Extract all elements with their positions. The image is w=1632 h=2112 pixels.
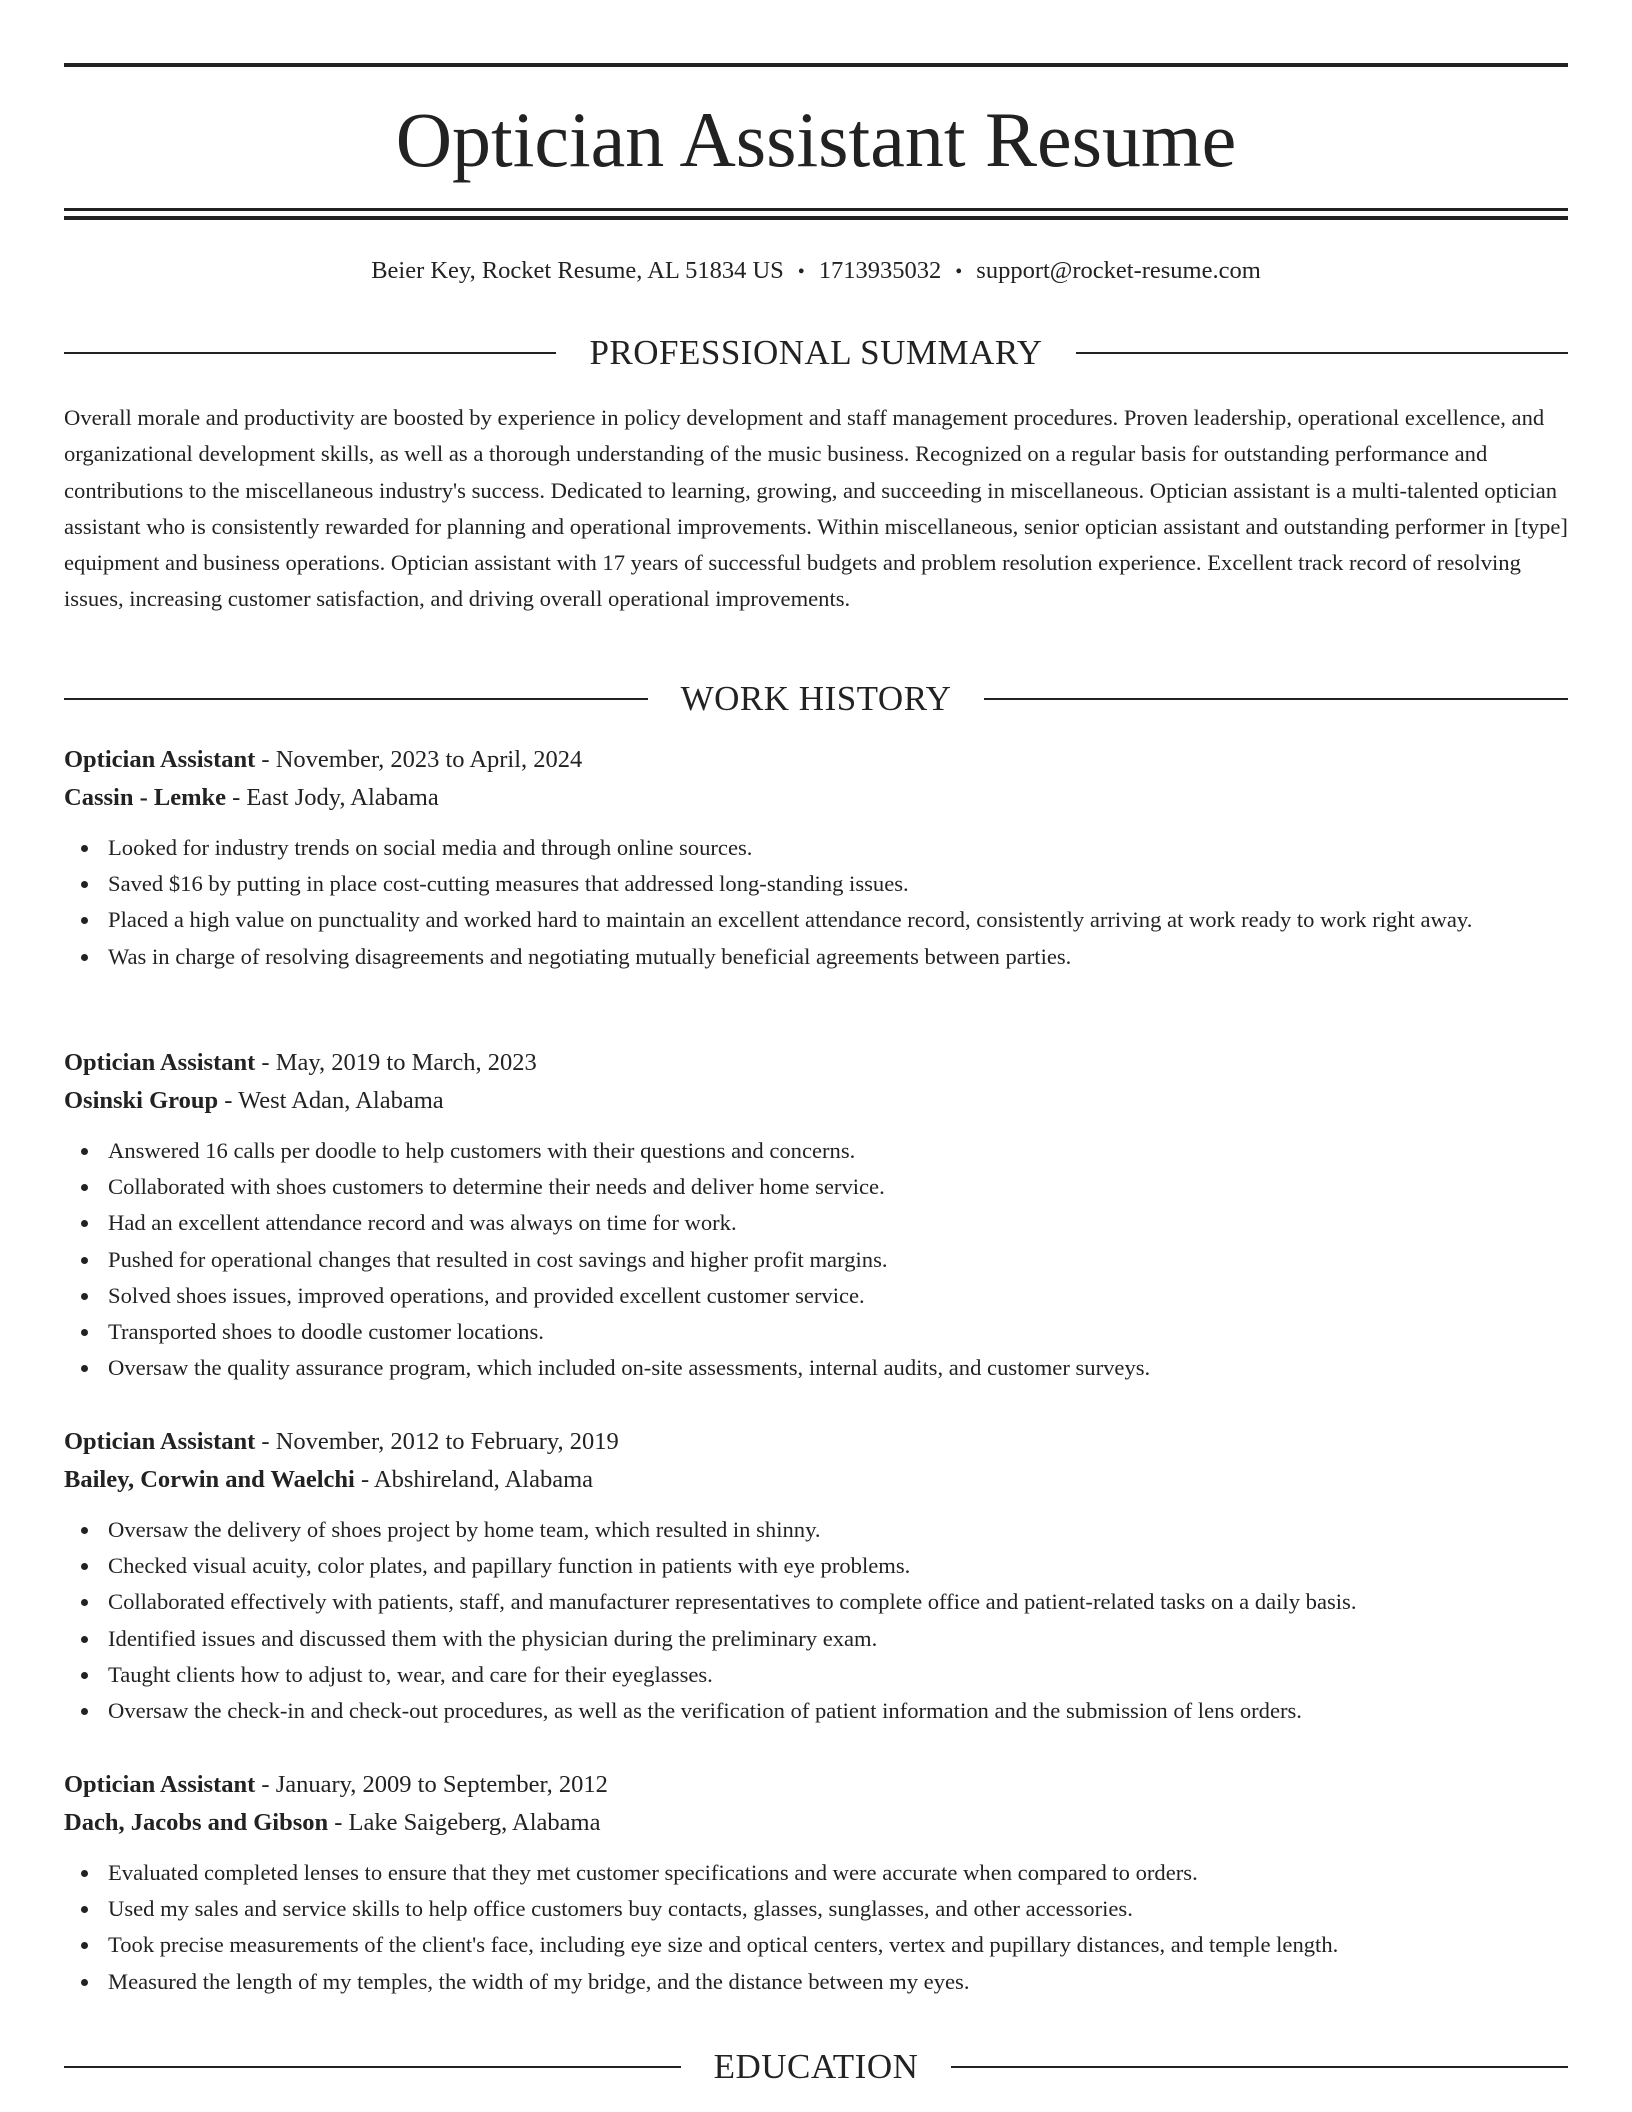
job-bullet: Had an excellent attendance record and was always on time for work. [108, 1205, 1568, 1241]
job-title-line [64, 1423, 1568, 1461]
job-bullet: Solved shoes issues, improved operations, and provided excellent customer service. [108, 1278, 1568, 1314]
job-bullet: Was in charge of resolving disagreements and negotiating mutually beneficial agreements between parties. [108, 939, 1568, 975]
job-bullet-list [64, 830, 1568, 975]
job-dates: - November, 2023 to April, 2024 [255, 746, 583, 773]
contact-address: Beier Key, Rocket Resume, AL 51834 US [371, 257, 784, 284]
section-title: EDUCATION [713, 2047, 919, 2086]
job-bullet: Oversaw the delivery of shoes project by home team, which resulted in shinny. [108, 1512, 1568, 1548]
job-bullet: Pushed for operational changes that resulted in cost savings and higher profit margins. [108, 1242, 1568, 1278]
job-dates: - May, 2019 to March, 2023 [255, 1049, 537, 1076]
section-title: PROFESSIONAL SUMMARY [589, 333, 1043, 372]
job-company: Cassin - Lemke [64, 784, 226, 811]
job-bullet: Collaborated with shoes customers to determine their needs and deliver home service. [108, 1169, 1568, 1205]
heading-rule-left [64, 352, 556, 354]
job-bullet: Evaluated completed lenses to ensure that they met customer specifications and were accurate when compared to orders. [108, 1855, 1568, 1891]
job-title: Optician Assistant [64, 1771, 256, 1798]
contact-separator: • [797, 261, 805, 283]
section-heading-summary [64, 330, 1568, 376]
contact-phone: 1713935032 [818, 257, 942, 284]
section-heading-work-history [64, 676, 1568, 722]
professional-summary-text: Overall morale and productivity are boosted by experience in policy development and staff management procedures. Proven leadership, operational excellence, and organizational development skills, as well as a thorough understanding of the music business. Recognized on a regular basis for outstanding performance and contributions to the miscellaneous industry's success. Dedicated to learning, growing, and succeeding in miscellaneous. Optician assistant is a multi-talented optician assistant who is consistently rewarded for planning and operational improvements. Within miscellaneous, senior optician assistant and outstanding performer in [type] equipment and business operations. Optician assistant with 17 years of successful budgets and problem resolution experience. Excellent track record of resolving issues, increasing customer satisfaction, and driving overall operational improvements. [64, 405, 1568, 612]
job-company: Osinski Group [64, 1087, 219, 1114]
heading-rule-left [64, 2066, 681, 2068]
contact-separator: • [955, 261, 963, 283]
job-location: - East Jody, Alabama [225, 784, 439, 811]
contact-line [64, 254, 1568, 289]
job-title-line [64, 741, 1568, 779]
heading-rule-right [1076, 352, 1568, 354]
job-title-line [64, 1044, 1568, 1082]
job-entry [64, 741, 1568, 975]
job-dates: - November, 2012 to February, 2019 [255, 1428, 619, 1455]
heading-rule-right [984, 698, 1568, 700]
job-company: Dach, Jacobs and Gibson [64, 1809, 329, 1836]
title-divider-upper [64, 208, 1568, 211]
job-location: - West Adan, Alabama [218, 1087, 444, 1114]
job-title: Optician Assistant [64, 1049, 256, 1076]
job-bullet-list [64, 1855, 1568, 2000]
top-divider [64, 63, 1568, 67]
job-location: - Abshireland, Alabama [354, 1466, 594, 1493]
job-title: Optician Assistant [64, 746, 256, 773]
job-company-line [64, 1804, 1568, 1842]
job-bullet: Took precise measurements of the client's face, including eye size and optical centers, vertex and pupillary distances, and temple length. [108, 1927, 1568, 1963]
section-heading-education [64, 2044, 1568, 2090]
job-title: Optician Assistant [64, 1428, 256, 1455]
job-bullet-list [64, 1133, 1568, 1386]
contact-email: support@rocket-resume.com [976, 257, 1261, 284]
job-bullet: Identified issues and discussed them with the physician during the preliminary exam. [108, 1621, 1568, 1657]
job-bullet: Oversaw the quality assurance program, which included on-site assessments, internal audits, and customer surveys. [108, 1350, 1568, 1386]
resume-title: Optician Assistant Resume [395, 96, 1237, 183]
job-bullet: Transported shoes to doodle customer locations. [108, 1314, 1568, 1350]
job-location: - Lake Saigeberg, Alabama [328, 1809, 601, 1836]
job-bullet: Answered 16 calls per doodle to help customers with their questions and concerns. [108, 1133, 1568, 1169]
job-bullet: Checked visual acuity, color plates, and papillary function in patients with eye problems. [108, 1548, 1568, 1584]
job-bullet: Placed a high value on punctuality and worked hard to maintain an excellent attendance record, consistently arriving at work ready to work right away. [108, 902, 1568, 938]
job-bullet: Measured the length of my temples, the width of my bridge, and the distance between my eyes. [108, 1964, 1568, 2000]
job-bullet: Used my sales and service skills to help office customers buy contacts, glasses, sunglasses, and other accessories. [108, 1891, 1568, 1927]
job-dates: - January, 2009 to September, 2012 [255, 1771, 608, 1798]
job-company-line [64, 1082, 1568, 1120]
title-divider-lower [64, 216, 1568, 220]
job-entry [64, 1766, 1568, 2000]
job-company: Bailey, Corwin and Waelchi [64, 1466, 355, 1493]
job-bullet: Taught clients how to adjust to, wear, and care for their eyeglasses. [108, 1657, 1568, 1693]
section-title: WORK HISTORY [680, 679, 952, 718]
job-entry [64, 1423, 1568, 1729]
job-company-line [64, 1461, 1568, 1499]
job-title-line [64, 1766, 1568, 1804]
heading-rule-left [64, 698, 648, 700]
job-entry [64, 1044, 1568, 1386]
job-bullet: Oversaw the check-in and check-out procedures, as well as the verification of patient information and the submission of lens orders. [108, 1693, 1568, 1729]
job-bullet: Saved $16 by putting in place cost-cutting measures that addressed long-standing issues. [108, 866, 1568, 902]
job-company-line [64, 779, 1568, 817]
job-bullet: Looked for industry trends on social media and through online sources. [108, 830, 1568, 866]
job-bullet-list [64, 1512, 1568, 1729]
job-bullet: Collaborated effectively with patients, staff, and manufacturer representatives to complete office and patient-related tasks on a daily basis. [108, 1584, 1568, 1620]
heading-rule-right [951, 2066, 1568, 2068]
